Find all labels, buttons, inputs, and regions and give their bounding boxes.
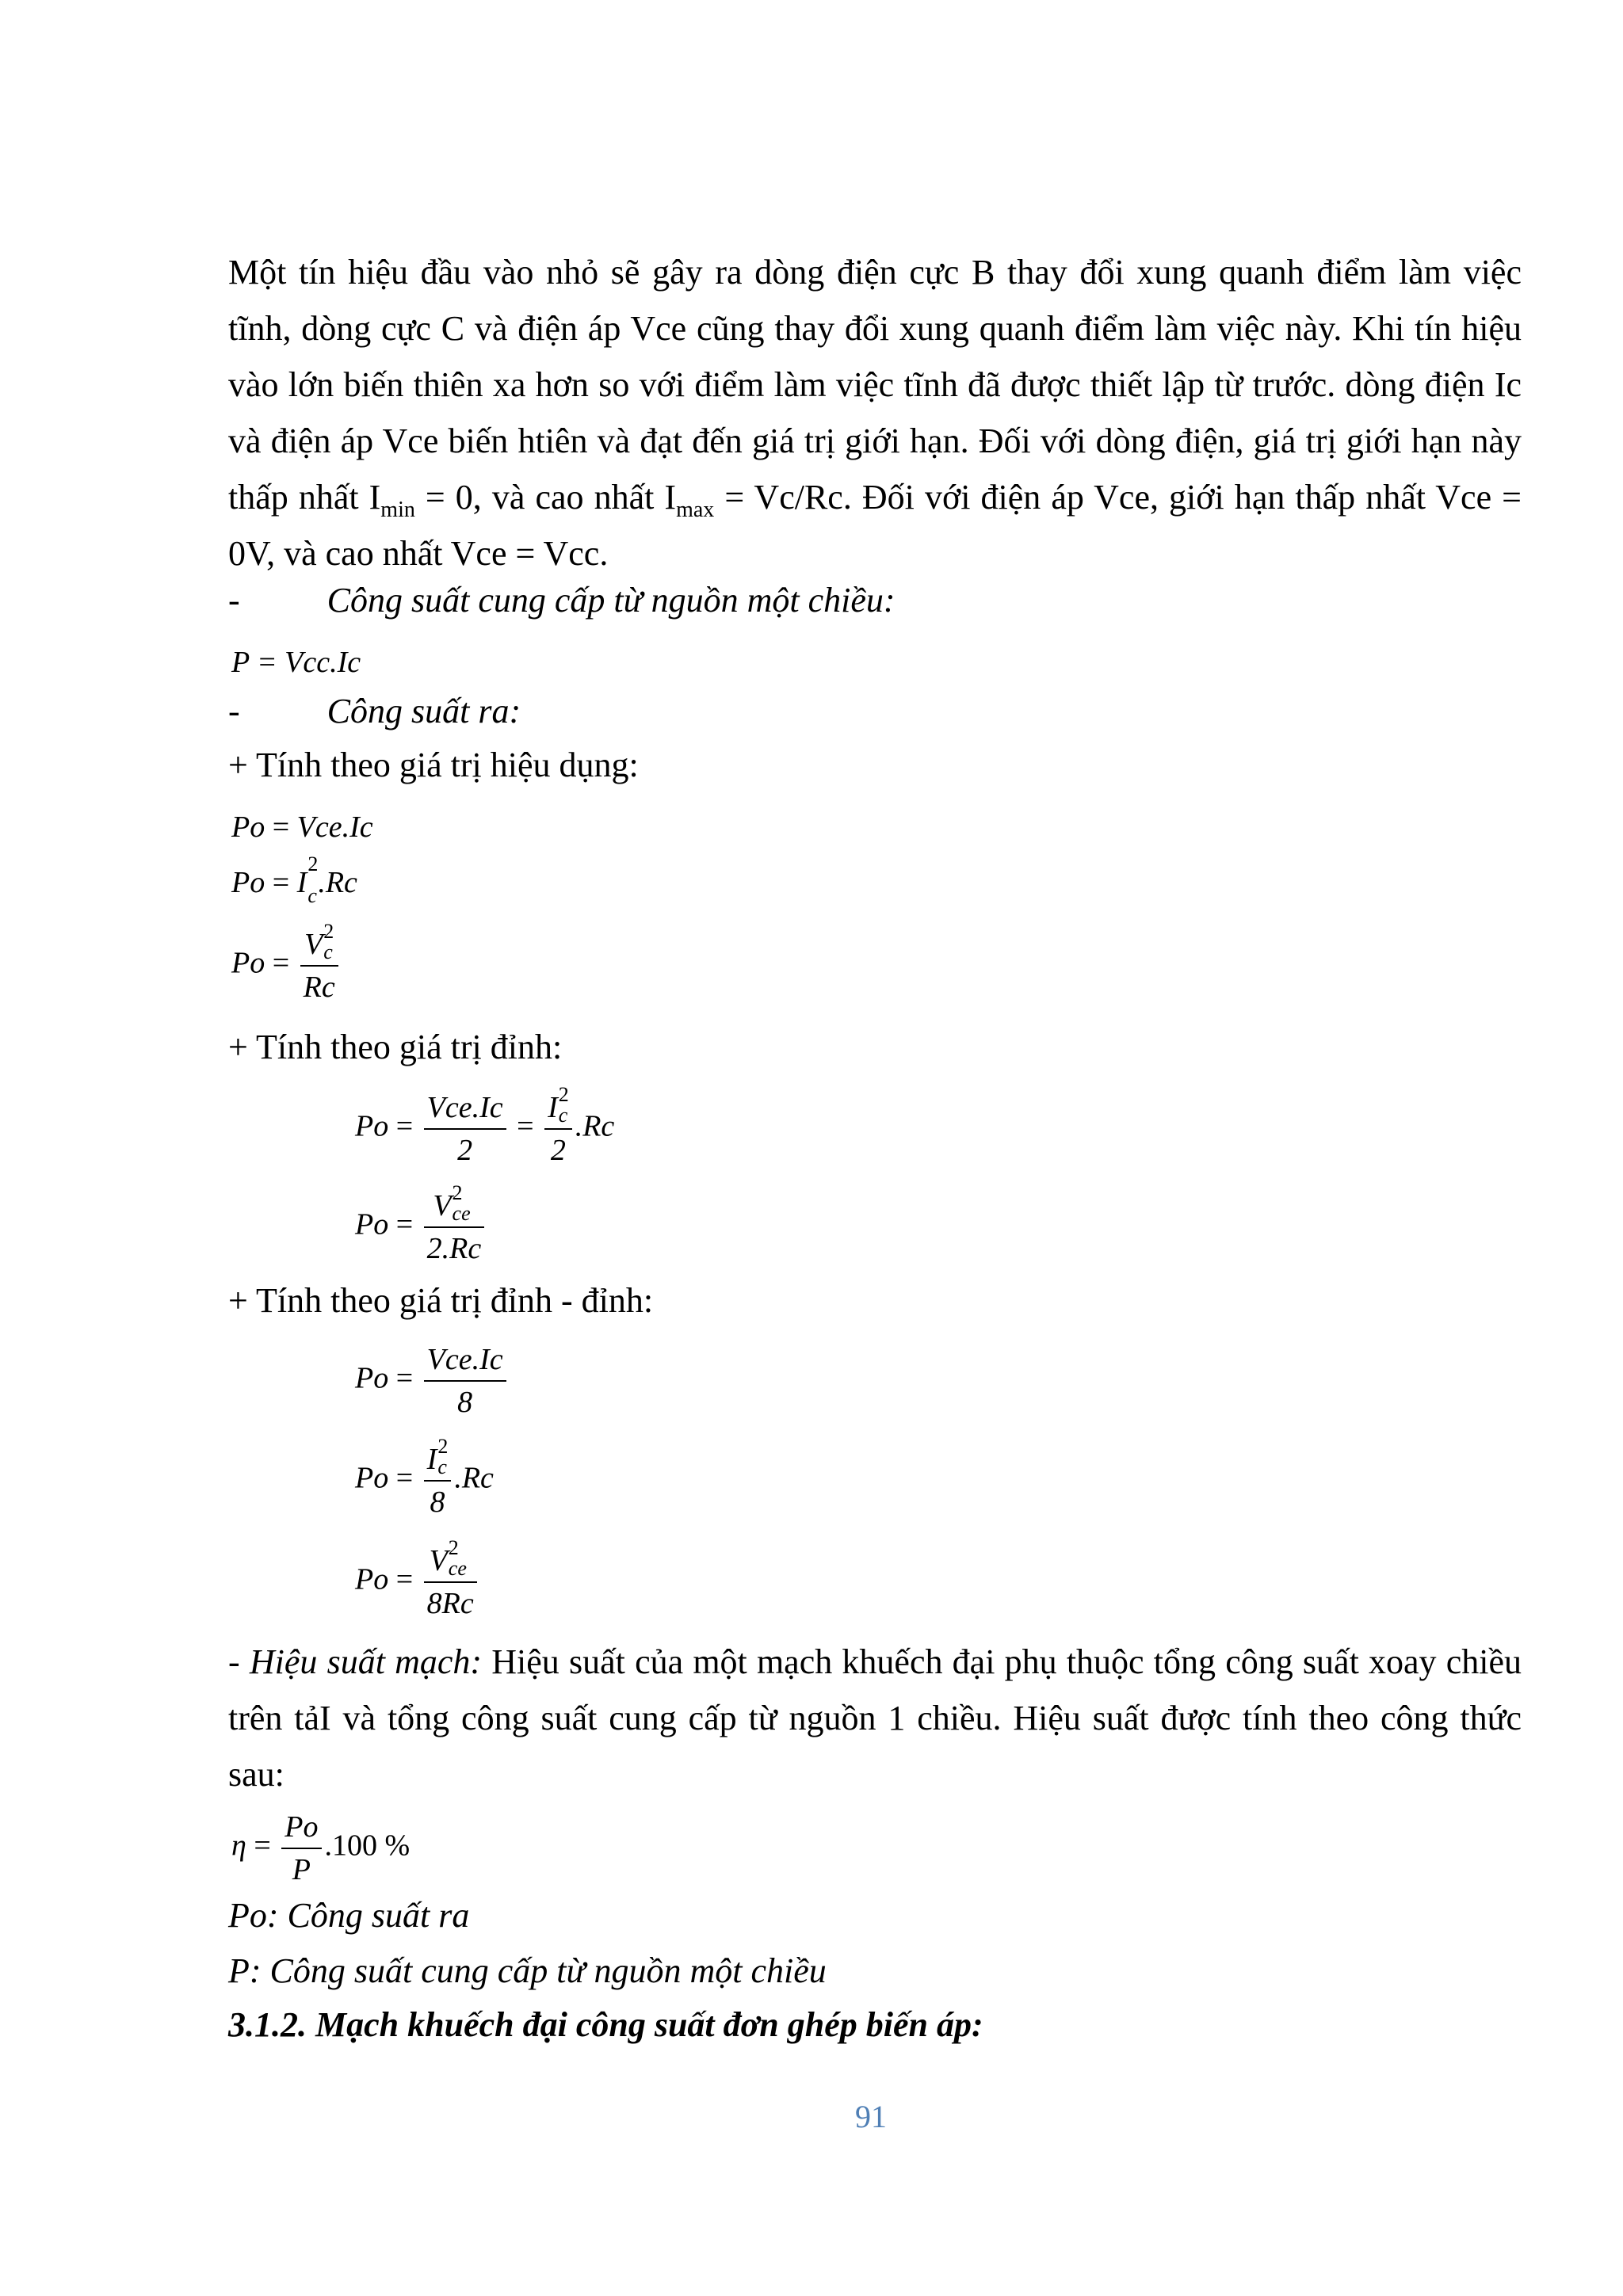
equation-po-rms-3: Po = V 2 c Rc — [231, 924, 342, 1008]
equation-po-peak-2: Po = V 2 ce 2.Rc — [355, 1185, 487, 1269]
definition-po: Po: Công suất ra — [228, 1896, 470, 1935]
equation-po-peak-1: Po = $\frac{\text{Vce.Ic}}{2}$ = I 2 c 2 .Rc — [355, 1083, 615, 1167]
page-number: 91 — [855, 2099, 887, 2134]
intro-paragraph: Một tín hiệu đầu vào nhỏ sẽ gây ra dòng điện cực B thay đổi xung quanh điểm làm việc tĩnh, dòng cực C và điện áp Vce cũng thay đổi xung quanh điểm làm việc này. Khi tín hiệu vào lớn biến thiên xa hơn so với điểm làm việc tĩnh đã được thiết lập từ trước. dòng điện Ic và điện áp Vce biến htiên và đạt đến giá trị giới hạn. Đối với dòng điện, giá trị giới hạn này thấp nhất $I_{min} = 0$, và cao nhất $I_{max} = Vc/Rc$. Đối với điện áp Vce, giới hạn thấp nhất Vce = 0V, và cao nhất Vce = Vcc. — [228, 253, 1522, 573]
efficiency-paragraph: - Hiệu suất mạch: Hiệu suất của một mạch khuếch đại phụ thuộc tổng công suất xoay chiều trên tảI và tổng công suất cung cấp từ nguồn 1 chiều. Hiệu suất được tính theo công thức sau: — [228, 1642, 1522, 1794]
peak-heading: + Tính theo giá trị đỉnh: — [228, 1028, 563, 1066]
bullet-output-power: - Công suất ra: — [228, 692, 521, 730]
rms-heading: + Tính theo giá trị hiệu dụng: — [228, 746, 639, 784]
equation-po-pp-1: Po = $\frac{\text{Vce.Ic}}{8}$ — [355, 1339, 510, 1423]
equation-po-rms-2: Po = I 2 c .Rc — [231, 852, 357, 907]
equation-po-rms-1: Po = Vce.Ic — [231, 810, 373, 844]
equation-efficiency: η = $\frac{Po}{P}$ .100 % — [231, 1806, 410, 1890]
bullet-dc-power: - Công suất cung cấp từ nguồn một chiều: — [228, 581, 896, 620]
equation-p: P = Vcc.Ic — [231, 646, 361, 679]
section-heading: 3.1.2. Mạch khuếch đại công suất đơn ghép biến áp: — [228, 2005, 983, 2044]
definition-p: P: Công suất cung cấp từ nguồn một chiều — [228, 1951, 827, 1990]
equation-po-pp-3: Po = V 2 ce 8Rc — [355, 1540, 480, 1624]
equation-po-pp-2: Po = I 2 c 8 .Rc — [355, 1435, 494, 1519]
peak-to-peak-heading: + Tính theo giá trị đỉnh - đỉnh: — [228, 1281, 654, 1320]
